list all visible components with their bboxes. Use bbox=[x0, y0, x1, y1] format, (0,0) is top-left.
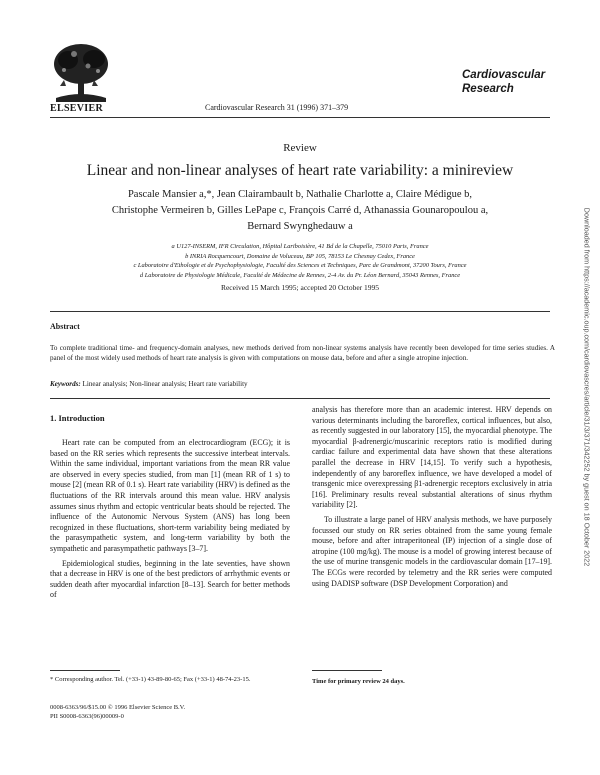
corresponding-author-note: * Corresponding author. Tel. (+33-1) 43-89-80-65; Fax (+33-1) 48-74-23-15. bbox=[50, 676, 251, 683]
copyright-notice bbox=[50, 703, 290, 721]
pii-line: PII S0008-6363(96)00009-0 bbox=[50, 713, 124, 720]
article-type: Review bbox=[283, 142, 317, 154]
section-heading-introduction: 1. Introduction bbox=[50, 413, 105, 423]
journal-name bbox=[462, 68, 552, 96]
elsevier-tree-logo bbox=[50, 40, 112, 106]
abstract-heading: Abstract bbox=[50, 322, 80, 331]
paragraph: To illustrate a large panel of HRV analysis methods, we have purposely focussed our study on RR series obtained from the same young female mouse, before and after intraperitoneal (IP) injection of a single dose of atropine (100 mg/kg). The mouse is a model of growing interest because of the use of murine transgenic models in the cardiovascular domain [17–19]. The ECGs were recorded by telemetry and the RR series were computed using DADISP software (DSP Development Corporation) and bbox=[312, 514, 552, 588]
paragraph: Epidemiological studies, beginning in the late seventies, have shown that a decrease in HRV is one of the best predictors of arrhythmic events or sudden death after myocardial infarction [8–13]. Search for better methods of bbox=[50, 558, 290, 600]
footnote-rule bbox=[50, 670, 120, 671]
right-column bbox=[312, 405, 552, 589]
keywords bbox=[50, 380, 248, 388]
copyright-line: 0008-6363/96/$15.00 © 1996 Elsevier Science B.V. bbox=[50, 704, 186, 711]
publisher-name: ELSEVIER bbox=[50, 103, 103, 114]
journal-name-line2: Research bbox=[462, 83, 514, 95]
affiliation: d Laboratoire de Physiologie Médicale, Faculté de Médecine de Rennes, 2-4 Av. du Pr. Léon Bernard, 35043 Rennes, France bbox=[139, 271, 461, 279]
keywords-label: Keywords: bbox=[50, 380, 81, 388]
review-time-note: Time for primary review 24 days. bbox=[312, 678, 405, 685]
paragraph: Heart rate can be computed from an electrocardiogram (ECG); it is based on the RR series which represents the successive interbeat intervals. Within the same individual, important variations from the mean RR value are observed in every species studied, from man [1] (mean RR of 1 s) to mouse [2] (mean RR of 0.1 s). Heart rate variability (HRV) is defined as the fluctuations of the RR intervals around this mean value. HRV analysis assumes sinus rhythm and ectopic ventricular beats should be rejected. The influence of the Autonomic Nervous System (ANS) has long been recognized in these fluctuations, short-term variability being mediated by the parasympathetic system, and long-term variability by both the sympathetic and parasympathetic pathways [3–7]. bbox=[50, 438, 290, 553]
abstract-top-rule bbox=[50, 311, 550, 312]
download-watermark-text: Downloaded from https://academic.oup.com/cardiovascres/article/31/3/371/342252 by guest on 18 October 2022 bbox=[582, 207, 592, 567]
keywords-text: Linear analysis; Non-linear analysis; Heart rate variability bbox=[82, 380, 248, 388]
abstract-bottom-rule bbox=[50, 398, 550, 399]
affiliation: a U127-INSERM, IFR Circulation, Hôpital Lariboisière, 41 Bd de la Chapelle, 75010 Paris, France bbox=[171, 243, 429, 250]
header-rule bbox=[50, 117, 550, 118]
affiliations bbox=[60, 242, 540, 280]
authors-line: Pascale Mansier a,*, Jean Clairambault b, Nathalie Charlotte a, Claire Médigue b, bbox=[127, 189, 473, 200]
received-dates: Received 15 March 1995; accepted 20 October 1995 bbox=[220, 283, 380, 292]
authors-line: Christophe Vermeiren b, Gilles LePape c, François Carré d, Athanassia Gounaropoulou a, bbox=[111, 205, 489, 216]
author-list bbox=[50, 187, 550, 235]
paragraph: analysis has therefore more than an academic interest. HRV depends on various determinants including the baroreflex, cortical influences, but also, as recently suggested in our laboratory [15], the myocardial phenotype. The myocardial β-adrenergic/muscarinic receptors ratio is modified during cardiac failure and experimental data have shown that these alterations parallel the decrease in HRV [14,15]. To verify such a hypothesis, independently of any baroreflex influence, we have developed a model of transgenic mice overexpressing β1-adrenergic receptors exclusively in atria [16]. Preliminary results reveal substantial alterations of sinus rhythm variability [2]. bbox=[312, 405, 552, 510]
footnote-rule-right bbox=[312, 670, 382, 671]
abstract-text: To complete traditional time- and frequency-domain analyses, new methods derived from non-linear systems analysis have recently been developed for time series studies. A panel of the most widely used methods of heart rate analysis is given with computations on mouse data, before and after a single atropine injection. bbox=[50, 344, 555, 362]
left-column bbox=[50, 438, 290, 601]
journal-name-line1: Cardiovascular bbox=[462, 69, 546, 81]
journal-reference: Cardiovascular Research 31 (1996) 371–379 bbox=[205, 103, 349, 112]
authors-line: Bernard Swynghedauw a bbox=[247, 221, 353, 232]
article-title: Linear and non-linear analyses of heart rate variability: a minireview bbox=[86, 162, 514, 179]
affiliation: b INRIA Rocquencourt, Domaine de Voluceau, BP 105, 78153 Le Chesnay Cedex, France bbox=[185, 252, 415, 260]
affiliation: c Laboratoire d'Ethologie et de Psychophysiologie, Faculté des Sciences et Techniques, Parc de Grandmont, 37200 Tours, France bbox=[133, 262, 467, 270]
